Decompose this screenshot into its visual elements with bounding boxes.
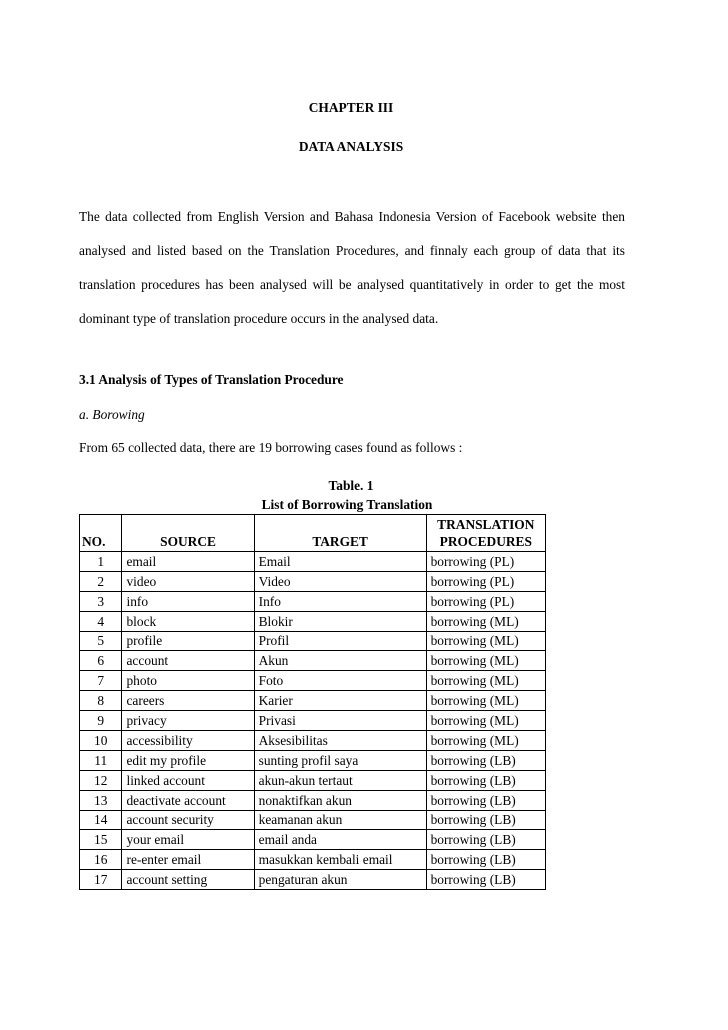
table-row xyxy=(80,571,546,591)
table-row xyxy=(80,591,546,611)
table-row xyxy=(80,611,546,631)
cell-no: 14 xyxy=(80,810,122,830)
cell-source: info xyxy=(122,591,254,611)
cell-procedure: borrowing (ML) xyxy=(426,711,545,731)
cell-source: privacy xyxy=(122,711,254,731)
cell-target: Aksesibilitas xyxy=(254,731,426,751)
cell-source: email xyxy=(122,552,254,572)
cell-source: deactivate account xyxy=(122,790,254,810)
cell-procedure: borrowing (LB) xyxy=(426,810,545,830)
table-row xyxy=(80,711,546,731)
cell-source: block xyxy=(122,611,254,631)
cell-no: 11 xyxy=(80,750,122,770)
cell-no: 9 xyxy=(80,711,122,731)
cell-source: account security xyxy=(122,810,254,830)
cell-no: 1 xyxy=(80,552,122,572)
table-row xyxy=(80,870,546,890)
cell-target: keamanan akun xyxy=(254,810,426,830)
table-row xyxy=(80,631,546,651)
cell-target: Akun xyxy=(254,651,426,671)
borrowing-table xyxy=(79,514,546,890)
cell-procedure: borrowing (ML) xyxy=(426,651,545,671)
cell-source: your email xyxy=(122,830,254,850)
sub-heading: a. Borowing xyxy=(79,407,145,422)
cell-target: Email xyxy=(254,552,426,572)
cell-no: 16 xyxy=(80,850,122,870)
cell-no: 15 xyxy=(80,830,122,850)
cell-procedure: borrowing (ML) xyxy=(426,671,545,691)
cell-target: masukkan kembali email xyxy=(254,850,426,870)
table-row xyxy=(80,671,546,691)
cell-target: Privasi xyxy=(254,711,426,731)
intro-paragraph: The data collected from English Version and Bahasa Indonesia Version of Facebook website then analysed and listed based on the Translation Procedures, and finnaly each group of data that its translation procedures has been analysed will be analysed quantitatively in order to get the most dominant type of translation procedure occurs in the analysed data. xyxy=(79,209,625,326)
header-source: SOURCE xyxy=(122,515,254,552)
table-body xyxy=(80,552,546,890)
cell-procedure: borrowing (PL) xyxy=(426,571,545,591)
table-intro-line: From 65 collected data, there are 19 borrowing cases found as follows : xyxy=(79,440,463,455)
header-procedures-line2: PROCEDURES xyxy=(439,534,532,549)
cell-procedure: borrowing (LB) xyxy=(426,770,545,790)
table-row xyxy=(80,552,546,572)
header-no: NO. xyxy=(80,515,122,552)
cell-target: email anda xyxy=(254,830,426,850)
cell-target: Video xyxy=(254,571,426,591)
cell-target: nonaktifkan akun xyxy=(254,790,426,810)
cell-procedure: borrowing (LB) xyxy=(426,830,545,850)
table-row xyxy=(80,750,546,770)
table-row xyxy=(80,731,546,751)
cell-procedure: borrowing (ML) xyxy=(426,631,545,651)
cell-source: video xyxy=(122,571,254,591)
section-heading: 3.1 Analysis of Types of Translation Procedure xyxy=(79,372,344,387)
table-row xyxy=(80,850,546,870)
table-row xyxy=(80,790,546,810)
cell-source: account setting xyxy=(122,870,254,890)
table-title: List of Borrowing Translation xyxy=(261,497,433,512)
cell-source: linked account xyxy=(122,770,254,790)
cell-procedure: borrowing (PL) xyxy=(426,552,545,572)
cell-source: accessibility xyxy=(122,731,254,751)
cell-target: sunting profil saya xyxy=(254,750,426,770)
cell-source: edit my profile xyxy=(122,750,254,770)
cell-no: 10 xyxy=(80,731,122,751)
table-row xyxy=(80,830,546,850)
header-target: TARGET xyxy=(254,515,426,552)
cell-no: 7 xyxy=(80,671,122,691)
cell-procedure: borrowing (LB) xyxy=(426,790,545,810)
cell-target: pengaturan akun xyxy=(254,870,426,890)
cell-procedure: borrowing (ML) xyxy=(426,731,545,751)
chapter-label: CHAPTER III xyxy=(308,100,394,115)
cell-source: account xyxy=(122,651,254,671)
cell-no: 4 xyxy=(80,611,122,631)
cell-target: Blokir xyxy=(254,611,426,631)
cell-no: 6 xyxy=(80,651,122,671)
cell-source: re-enter email xyxy=(122,850,254,870)
table-number: Table. 1 xyxy=(328,478,374,493)
header-procedures-line1: TRANSLATION xyxy=(437,517,535,532)
cell-no: 2 xyxy=(80,571,122,591)
chapter-title: DATA ANALYSIS xyxy=(298,139,404,154)
cell-no: 8 xyxy=(80,691,122,711)
cell-no: 17 xyxy=(80,870,122,890)
cell-procedure: borrowing (LB) xyxy=(426,870,545,890)
table-header-row xyxy=(80,515,546,552)
table-row xyxy=(80,770,546,790)
cell-target: Karier xyxy=(254,691,426,711)
cell-procedure: borrowing (ML) xyxy=(426,611,545,631)
cell-target: Profil xyxy=(254,631,426,651)
cell-procedure: borrowing (LB) xyxy=(426,850,545,870)
cell-no: 12 xyxy=(80,770,122,790)
cell-procedure: borrowing (LB) xyxy=(426,750,545,770)
cell-target: akun-akun tertaut xyxy=(254,770,426,790)
cell-no: 3 xyxy=(80,591,122,611)
cell-no: 5 xyxy=(80,631,122,651)
cell-target: Foto xyxy=(254,671,426,691)
table-row xyxy=(80,810,546,830)
cell-no: 13 xyxy=(80,790,122,810)
cell-source: careers xyxy=(122,691,254,711)
cell-procedure: borrowing (ML) xyxy=(426,691,545,711)
header-procedures xyxy=(426,515,545,552)
table-row xyxy=(80,691,546,711)
cell-source: profile xyxy=(122,631,254,651)
cell-source: photo xyxy=(122,671,254,691)
cell-target: Info xyxy=(254,591,426,611)
cell-procedure: borrowing (PL) xyxy=(426,591,545,611)
table-row xyxy=(80,651,546,671)
